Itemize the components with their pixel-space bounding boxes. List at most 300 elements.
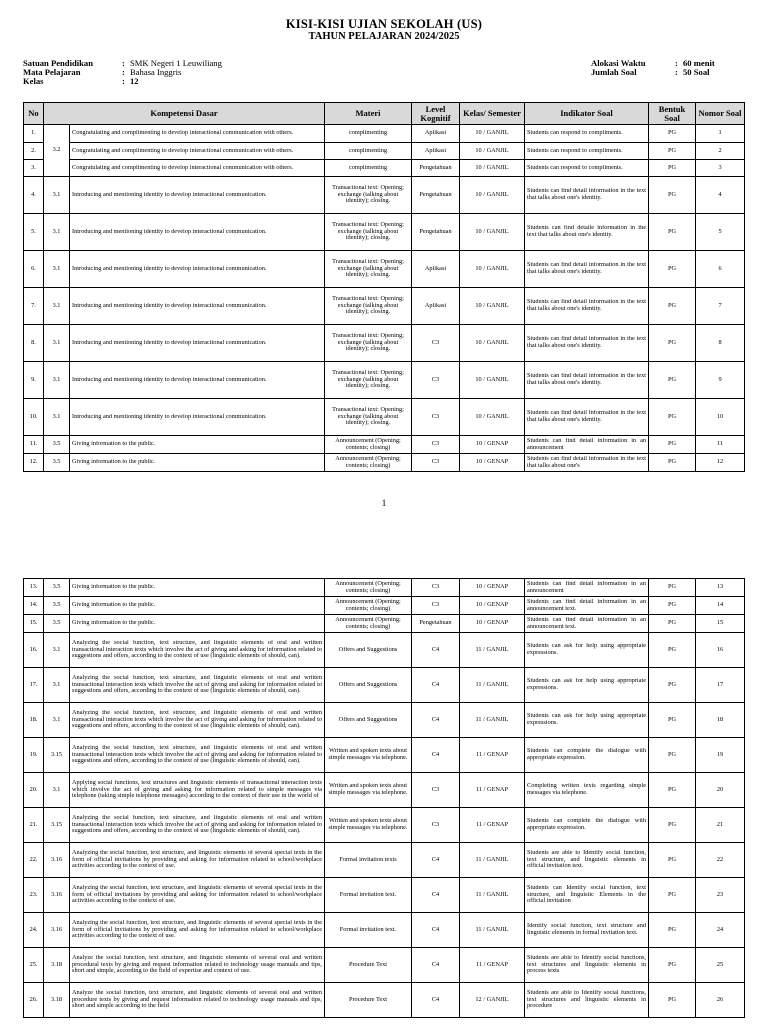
indikator-cell-text: Students can complete the dialogue with appropriate expression.	[527, 748, 646, 761]
indikator-cell-text: Students can find detail information in an announcement	[527, 437, 647, 451]
bentuk-cell-text: PG	[667, 413, 677, 420]
row-number-cell: 6.	[24, 251, 44, 288]
kd-text-cell	[70, 597, 325, 615]
materi-cell-text: Formal invitation texts	[339, 856, 397, 863]
kd-text-cell-text: Introducing and mentioning identity to develop interactional communication.	[72, 265, 267, 272]
bentuk-cell	[649, 668, 696, 703]
bentuk-cell	[649, 773, 696, 808]
materi-cell-text: Written and spoken texts about simple messages via telephone.	[328, 818, 408, 831]
row-number-cell: 14.	[24, 597, 44, 615]
kelas-cell-text: 10 / GANJIL	[475, 265, 509, 272]
nomor-cell	[696, 362, 745, 399]
table-row	[24, 325, 745, 362]
kd-text-cell-text: Analyzing the social function, text structure, and linguistic elements of oral and written transactional interaction texts which involve the act of giving and asking for information related to suggestions and offers, according to the context of use (linguistic elements of should, can).	[72, 709, 322, 730]
indikator-cell	[525, 288, 649, 325]
nomor-cell	[696, 399, 745, 436]
bentuk-cell-text: PG	[667, 164, 677, 171]
nomor-cell	[696, 808, 745, 843]
col-header-bentuk: Bentuk Soal	[649, 103, 696, 125]
kd-text-cell-text: Congratulating and complimenting to develop interactional communication with others.	[72, 130, 294, 137]
indikator-cell	[525, 913, 649, 948]
bentuk-cell-text: PG	[667, 584, 677, 591]
materi-cell-text: Offers and Suggestions	[338, 646, 398, 653]
bentuk-cell-text: PG	[667, 856, 677, 863]
kd-code-cell: 3.1	[44, 773, 70, 808]
kelas-cell-text: 10 / GANJIL	[475, 228, 509, 235]
kd-code-cell: 3.5	[44, 579, 70, 597]
level-cell	[412, 773, 460, 808]
indikator-cell-text: Students can find detail information in the text that talks about one's identity.	[527, 410, 647, 423]
kd-code-cell: 3.15	[44, 738, 70, 773]
kd-code-cell: 3.15	[44, 808, 70, 843]
kd-text-cell	[70, 436, 325, 454]
materi-cell-text: Written and spoken texts about simple messages via telephone.	[328, 783, 408, 796]
document-title: KISI-KISI UJIAN SEKOLAH (US)	[285, 17, 483, 31]
bentuk-cell	[649, 808, 696, 843]
indikator-cell-text: Students can respond to compliments.	[527, 130, 623, 137]
kd-code-cell: 3.1	[44, 325, 70, 362]
row-number-cell: 17.	[24, 668, 44, 703]
bentuk-cell	[649, 913, 696, 948]
kd-text-cell-text: Giving information to the public.	[72, 620, 156, 627]
bentuk-cell	[649, 579, 696, 597]
table-row	[24, 454, 745, 472]
bentuk-cell-text: PG	[667, 191, 677, 198]
nomor-cell	[696, 436, 745, 454]
bentuk-cell	[649, 878, 696, 913]
nomor-cell	[696, 703, 745, 738]
materi-cell-text: complimenting	[348, 130, 388, 137]
nomor-cell-text: 13	[716, 584, 724, 591]
kd-text-cell-text: Analyze the social function, text structure, and linguistic elements of several oral and written procedure texts by giving and request information related to technology usage manuals and tips, short and simple according to the field	[72, 989, 322, 1010]
level-cell	[412, 436, 460, 454]
kd-code-cell: 3.1	[44, 399, 70, 436]
bentuk-cell	[649, 948, 696, 983]
kd-code-cell: 3.1	[44, 633, 70, 668]
bentuk-cell-text: PG	[667, 602, 677, 609]
level-cell	[412, 143, 460, 160]
kelas-cell	[460, 843, 525, 878]
bentuk-cell	[649, 738, 696, 773]
nomor-cell	[696, 633, 745, 668]
kelas-cell	[460, 738, 525, 773]
table-header-row	[24, 103, 745, 125]
nomor-cell-text: 20	[716, 786, 724, 793]
kd-text-cell-text: Congratulating and complimenting to develop interactional communication with others.	[72, 164, 294, 171]
kelas-cell	[460, 773, 525, 808]
kelas-cell-text: 10 / GANJIL	[475, 164, 509, 171]
row-number-cell: 21.	[24, 808, 44, 843]
row-number-cell: 20.	[24, 773, 44, 808]
table-row	[24, 362, 745, 399]
bentuk-cell	[649, 143, 696, 160]
nomor-cell	[696, 325, 745, 362]
materi-cell-text: Transactional text: Opening; exchange (talking about identity); closing.	[332, 332, 404, 353]
kd-text-cell-text: Analyzing the social function, text structure, and linguistic elements of oral and written transactional interaction texts which involve the act of giving and asking for information related to suggestions and offers, according to the context of use (linguistic elements of should, can).	[72, 744, 322, 765]
nomor-cell	[696, 288, 745, 325]
bentuk-cell-text: PG	[667, 265, 677, 272]
kelas-cell	[460, 362, 525, 399]
kd-code-cell: 3.1	[44, 251, 70, 288]
col-header-kd: Kompetensi Dasar	[44, 103, 325, 125]
bentuk-cell-text: PG	[667, 441, 677, 448]
materi-cell-text: Offers and Suggestions	[338, 716, 398, 723]
level-cell	[412, 913, 460, 948]
kd-code-cell: 3.1	[44, 288, 70, 325]
level-cell	[412, 251, 460, 288]
indikator-cell	[525, 948, 649, 983]
kd-text-cell	[70, 983, 325, 1018]
bentuk-cell	[649, 177, 696, 214]
materi-cell	[325, 597, 412, 615]
level-cell-text: Aplikasi	[424, 302, 447, 309]
kd-code-cell: 3.1	[44, 703, 70, 738]
nomor-cell-text: 14	[716, 602, 724, 609]
kd-text-cell-text: Analyze the social function, text structure, and linguistic elements of several oral and written procedural texts by giving and request information related to technology usage manuals and tips, short and simple, according to the field of expertise and context of use.	[72, 954, 322, 975]
nomor-cell-text: 26	[716, 996, 724, 1003]
materi-cell	[325, 703, 412, 738]
kelas-cell-text: 11 / GENAP	[476, 751, 508, 758]
materi-cell-text: Announcement (Opening; contents; closing)	[335, 616, 401, 630]
materi-cell	[325, 808, 412, 843]
indikator-cell-text: Students are able to Identify social functions, text structures and linguistic elements in procedure	[527, 989, 646, 1010]
kd-text-cell-text: Giving information to the public.	[72, 584, 156, 591]
materi-cell	[325, 143, 412, 160]
indikator-cell	[525, 436, 649, 454]
kelas-cell-text: 10 / GENAP	[475, 441, 509, 448]
kelas-cell-text: 11 / GANJIL	[475, 681, 509, 688]
row-number-cell: 3.	[24, 160, 44, 177]
indikator-cell	[525, 325, 649, 362]
bentuk-cell	[649, 288, 696, 325]
level-cell-text: Pengetahuan	[419, 620, 452, 627]
level-cell-text: Aplikasi	[424, 130, 447, 137]
kd-text-cell	[70, 454, 325, 472]
kd-text-cell-text: Analyzing the social function, text structure, and linguistic elements of several special texts in the form of official invitations by providing and asking for information related to school/workplace activities according to the context of use.	[72, 849, 322, 870]
kd-text-cell-text: Congratulating and complimenting to develop interactional communication with others.	[72, 147, 294, 154]
level-cell	[412, 160, 460, 177]
materi-cell	[325, 913, 412, 948]
kd-code-cell: 3.16	[44, 878, 70, 913]
kd-code-cell: 3.2	[44, 125, 70, 177]
indikator-cell-text: Students can find detail information in the text that talks about one's identity.	[527, 188, 647, 201]
kd-code-cell: 3.1	[44, 177, 70, 214]
indikator-cell	[525, 454, 649, 472]
kd-code-cell: 3.18	[44, 948, 70, 983]
kd-text-cell-text: Analyzing the social function, text structure, and linguistic elements of several special texts in the form of official invitations by providing and asking for information related to school/workplace activities according to the context of use.	[72, 919, 322, 940]
kelas-cell	[460, 597, 525, 615]
bentuk-cell	[649, 597, 696, 615]
kd-code-cell: 3.5	[44, 615, 70, 633]
kelas-cell	[460, 288, 525, 325]
materi-cell-text: Announcement (Opening; contents; closing)	[335, 580, 401, 594]
meta-mapel: Mata Pelajaran : Bahasa Inggris	[23, 67, 182, 77]
kd-code-cell: 3.5	[44, 436, 70, 454]
materi-cell-text: Formal invitation text.	[339, 891, 397, 898]
kd-text-cell-text: Introducing and mentioning identity to develop interactional communication.	[72, 302, 267, 309]
level-cell-text: C4	[431, 891, 440, 898]
indikator-cell-text: Students can find detail information in an announcement text.	[527, 598, 646, 612]
kelas-cell	[460, 579, 525, 597]
nomor-cell-text: 8	[718, 339, 722, 346]
indikator-cell-text: Students can find detail information in an announcement text.	[527, 616, 646, 630]
bentuk-cell-text: PG	[667, 786, 677, 793]
kelas-cell-text: 10 / GANJIL	[475, 191, 509, 198]
level-cell	[412, 399, 460, 436]
indikator-cell	[525, 983, 649, 1018]
table-row	[24, 843, 745, 878]
table-row	[24, 703, 745, 738]
materi-cell-text: Transactional text: Opening; exchange (talking about identity); closing.	[332, 258, 404, 279]
level-cell	[412, 214, 460, 251]
kd-text-cell-text: Introducing and mentioning identity to develop interactional communication.	[72, 228, 267, 235]
indikator-cell-text: Students can respond to compliments.	[527, 164, 623, 171]
bentuk-cell-text: PG	[667, 716, 677, 723]
level-cell-text: C3	[431, 602, 440, 609]
bentuk-cell-text: PG	[667, 821, 677, 828]
row-number-cell: 22.	[24, 843, 44, 878]
level-cell-text: Pengetahuan	[419, 191, 452, 198]
row-number-cell: 24.	[24, 913, 44, 948]
bentuk-cell-text: PG	[667, 751, 677, 758]
col-header-indikator: Indikator Soal	[525, 103, 649, 125]
materi-cell	[325, 615, 412, 633]
row-number-cell: 11.	[24, 436, 44, 454]
table-row	[24, 288, 745, 325]
level-cell-text: Pengetahuan	[419, 164, 452, 171]
level-cell-text: Aplikasi	[424, 147, 447, 154]
kelas-cell	[460, 454, 525, 472]
level-cell-text: C4	[431, 961, 440, 968]
row-number-cell: 12.	[24, 454, 44, 472]
level-cell-text: C3	[431, 339, 440, 346]
kd-text-cell	[70, 808, 325, 843]
indikator-cell	[525, 668, 649, 703]
indikator-cell	[525, 878, 649, 913]
row-number-cell: 7.	[24, 288, 44, 325]
indikator-cell-text: Students can respond to compliments.	[527, 147, 623, 154]
table-row	[24, 214, 745, 251]
col-header-no: No	[24, 103, 44, 125]
nomor-cell-text: 5	[718, 228, 722, 235]
materi-cell	[325, 983, 412, 1018]
materi-cell	[325, 843, 412, 878]
materi-cell-text: Procedure Text	[348, 996, 388, 1003]
row-number-cell: 25.	[24, 948, 44, 983]
kelas-cell	[460, 878, 525, 913]
kd-text-cell	[70, 125, 325, 143]
kd-text-cell	[70, 325, 325, 362]
meta-kelas: Kelas : 12	[23, 76, 139, 86]
kelas-cell-text: 11 / GANJIL	[475, 646, 509, 653]
table-row	[24, 773, 745, 808]
kelas-cell-text: 11 / GENAP	[476, 821, 508, 828]
nomor-cell-text: 1	[718, 130, 722, 137]
kd-text-cell-text: Introducing and mentioning identity to develop interactional communication.	[72, 191, 267, 198]
indikator-cell	[525, 597, 649, 615]
indikator-cell-text: Students can find detail information in the text that talks about one's identity.	[527, 299, 647, 312]
bentuk-cell-text: PG	[667, 891, 677, 898]
kelas-cell	[460, 983, 525, 1018]
row-number-cell: 8.	[24, 325, 44, 362]
table-row	[24, 948, 745, 983]
bentuk-cell	[649, 436, 696, 454]
nomor-cell	[696, 160, 745, 177]
level-cell-text: C3	[431, 584, 440, 591]
indikator-cell-text: Identify social function, text structure and linguistic elements in formal invitation text.	[527, 923, 646, 936]
nomor-cell-text: 19	[716, 751, 724, 758]
kelas-cell	[460, 948, 525, 983]
materi-cell-text: Offers and Suggestions	[338, 681, 398, 688]
materi-cell	[325, 399, 412, 436]
nomor-cell-text: 10	[716, 413, 724, 420]
indikator-cell	[525, 362, 649, 399]
kelas-cell	[460, 913, 525, 948]
kelas-cell-text: 10 / GANJIL	[475, 302, 509, 309]
col-header-materi: Materi	[325, 103, 412, 125]
kelas-cell	[460, 808, 525, 843]
materi-cell	[325, 362, 412, 399]
kd-text-cell-text: Introducing and mentioning identity to develop interactional communication.	[72, 376, 267, 383]
kd-code-cell: 3.16	[44, 843, 70, 878]
indikator-cell	[525, 738, 649, 773]
kelas-cell-text: 11 / GENAP	[476, 786, 508, 793]
kd-text-cell	[70, 738, 325, 773]
nomor-cell-text: 6	[718, 265, 722, 272]
indikator-cell-text: Students can ask for help using appropriate expressions.	[527, 643, 646, 656]
kd-text-cell-text: Giving information to the public.	[72, 441, 156, 448]
materi-cell	[325, 325, 412, 362]
kelas-cell-text: 10 / GANJIL	[475, 376, 509, 383]
level-cell	[412, 615, 460, 633]
table-row	[24, 633, 745, 668]
bentuk-cell-text: PG	[667, 961, 677, 968]
table-row	[24, 125, 745, 143]
nomor-cell	[696, 983, 745, 1018]
table-row	[24, 251, 745, 288]
table-row	[24, 808, 745, 843]
kd-text-cell-text: Analyzing the social function, text structure, and linguistic elements of oral and written transactional interaction texts which involve the act of giving and asking for information related to suggestions and offers, according to the context of use (linguistic elements of should, can).	[72, 639, 322, 660]
nomor-cell	[696, 597, 745, 615]
kelas-cell	[460, 214, 525, 251]
level-cell-text: C3	[431, 441, 440, 448]
row-number-cell: 4.	[24, 177, 44, 214]
indikator-cell	[525, 703, 649, 738]
bentuk-cell	[649, 454, 696, 472]
nomor-cell	[696, 948, 745, 983]
materi-cell	[325, 251, 412, 288]
materi-cell-text: Transactional text: Opening; exchange (talking about identity); closing.	[332, 184, 404, 205]
materi-cell-text: complimenting	[348, 147, 388, 154]
bentuk-cell	[649, 251, 696, 288]
kelas-cell	[460, 251, 525, 288]
kd-code-cell: 3.1	[44, 214, 70, 251]
kelas-cell-text: 10 / GANJIL	[475, 413, 509, 420]
kd-text-cell-text: Giving information to the public.	[72, 602, 156, 609]
bentuk-cell-text: PG	[667, 459, 677, 466]
indikator-cell	[525, 633, 649, 668]
kd-text-cell	[70, 913, 325, 948]
bentuk-cell	[649, 615, 696, 633]
bentuk-cell-text: PG	[667, 620, 677, 627]
kd-text-cell	[70, 843, 325, 878]
nomor-cell	[696, 579, 745, 597]
indikator-cell	[525, 579, 649, 597]
kd-text-cell-text: Applying social functions, text structures and linguistic elements of transactional interaction texts which involve the act of giving and asking for information related to simple messages via telephone (taking simple telephone messages) according to the context of their use in the world of	[72, 779, 322, 800]
kd-text-cell	[70, 399, 325, 436]
level-cell	[412, 808, 460, 843]
table-row	[24, 399, 745, 436]
indikator-cell-text: Students can find detail information in the text that talks about one's identity.	[527, 336, 647, 349]
level-cell-text: C4	[431, 681, 440, 688]
materi-cell	[325, 125, 412, 143]
kd-text-cell	[70, 668, 325, 703]
bentuk-cell	[649, 983, 696, 1018]
kd-code-cell: 3.1	[44, 362, 70, 399]
level-cell-text: C3	[431, 786, 440, 793]
level-cell-text: C4	[431, 716, 440, 723]
table-row	[24, 668, 745, 703]
bentuk-cell	[649, 325, 696, 362]
indikator-cell	[525, 251, 649, 288]
level-cell	[412, 668, 460, 703]
level-cell	[412, 983, 460, 1018]
kd-text-cell	[70, 633, 325, 668]
level-cell	[412, 597, 460, 615]
indikator-cell	[525, 214, 649, 251]
kelas-cell	[460, 668, 525, 703]
indikator-cell-text: Students can Identify social function, text structure, and linguistic Elements in the official invitation	[527, 884, 646, 905]
kd-text-cell	[70, 362, 325, 399]
kd-text-cell	[70, 177, 325, 214]
table-row	[24, 436, 745, 454]
kelas-cell-text: 12 / GANJIL	[475, 996, 509, 1003]
kd-code-cell: 3.18	[44, 983, 70, 1018]
bentuk-cell-text: PG	[667, 302, 677, 309]
kd-code-cell: 3.16	[44, 913, 70, 948]
indikator-cell	[525, 177, 649, 214]
nomor-cell	[696, 143, 745, 160]
bentuk-cell-text: PG	[667, 339, 677, 346]
nomor-cell-text: 17	[716, 681, 724, 688]
materi-cell	[325, 177, 412, 214]
indikator-cell-text: Students can ask for help using appropriate expressions.	[527, 678, 646, 691]
indikator-cell-text: Students can find detail information in the text that talks about one's identity.	[527, 262, 647, 275]
kelas-cell-text: 10 / GENAP	[475, 584, 509, 591]
level-cell	[412, 843, 460, 878]
materi-cell-text: Transactional text: Opening; exchange (talking about identity); closing.	[332, 295, 404, 316]
kelas-cell-text: 11 / GENAP	[476, 961, 508, 968]
materi-cell-text: Announcement (Opening; contents; closing)	[335, 437, 401, 451]
kd-code-cell: 3.5	[44, 597, 70, 615]
kisi-table-page1	[23, 102, 745, 472]
kd-text-cell-text: Analyzing the social function, text structure, and linguistic elements of oral and written transactional interaction texts which involve the act of giving and asking for information related to suggestions and offers, according to the context of use (linguistic elements of should, can).	[72, 674, 322, 695]
kisi-table-page2	[23, 578, 745, 1018]
kd-text-cell	[70, 773, 325, 808]
row-number-cell: 5.	[24, 214, 44, 251]
nomor-cell	[696, 177, 745, 214]
level-cell-text: Pengetahuan	[419, 228, 452, 235]
materi-cell-text: Transactional text: Opening; exchange (talking about identity); closing.	[332, 406, 404, 427]
indikator-cell	[525, 773, 649, 808]
col-header-level: Level Kognitif	[412, 103, 460, 125]
indikator-cell-text: Students can find detail information in the text that talks about one's identity.	[527, 373, 647, 386]
row-number-cell: 23.	[24, 878, 44, 913]
kd-text-cell-text: Introducing and mentioning identity to develop interactional communication.	[72, 339, 267, 346]
level-cell	[412, 948, 460, 983]
table-row	[24, 983, 745, 1018]
table-row	[24, 579, 745, 597]
